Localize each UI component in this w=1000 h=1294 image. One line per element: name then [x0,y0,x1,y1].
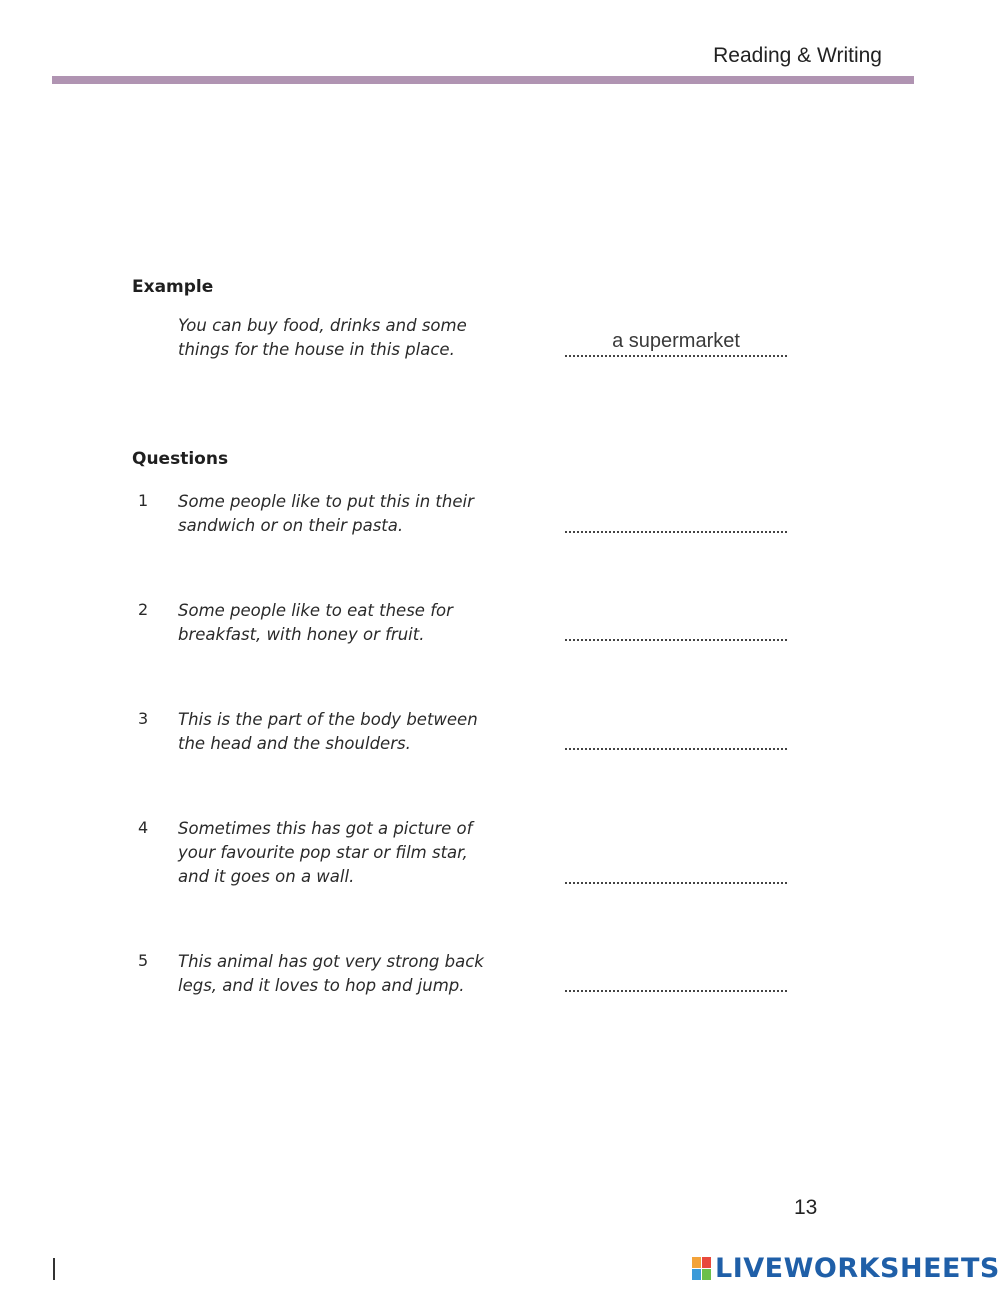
answer-field-4[interactable] [565,882,787,884]
logo-square [692,1269,701,1280]
example-heading: Example [132,277,214,297]
question-text [178,817,518,889]
question-line: sandwich or on their pasta. [178,516,404,535]
liveworksheets-watermark [692,1253,1000,1284]
worksheet-page [52,0,914,1294]
example-question [178,314,518,362]
margin-mark [53,1258,55,1280]
example-answer: a supermarket [612,330,740,352]
question-line: Sometimes this has got a picture of [178,819,473,838]
question-text [178,599,518,647]
question-line: This is the part of the body between [178,710,478,729]
question-number: 1 [138,491,149,510]
question-line: This animal has got very strong back [178,952,484,971]
section-title: Reading & Writing [713,44,882,67]
questions-heading: Questions [132,449,229,469]
question-line: your favourite pop star or film star, [178,843,468,862]
question-text [178,950,518,998]
answer-field-3[interactable] [565,748,787,750]
question-line: Some people like to eat these for [178,601,453,620]
question-line: and it goes on a wall. [178,867,355,886]
example-answer-line [565,355,787,357]
answer-field-5[interactable] [565,990,787,992]
question-line: legs, and it loves to hop and jump. [178,976,465,995]
example-question-line: You can buy food, drinks and some [178,316,467,335]
question-line: breakfast, with honey or fruit. [178,625,425,644]
example-question-line: things for the house in this place. [178,340,455,359]
question-text [178,490,518,538]
answer-field-1[interactable] [565,531,787,533]
question-number: 3 [138,709,149,728]
watermark-text: LIVEWORKSHEETS [715,1253,1000,1284]
logo-square [702,1257,711,1268]
show-through-texture [410,110,421,150]
question-number: 5 [138,951,149,970]
question-number: 4 [138,818,149,837]
logo-square [692,1257,701,1268]
logo-square [702,1269,711,1280]
question-number: 2 [138,600,149,619]
header-rule [52,76,914,84]
answer-field-2[interactable] [565,639,787,641]
question-line: the head and the shoulders. [178,734,411,753]
question-line: Some people like to put this in their [178,492,474,511]
page-number: 13 [794,1196,818,1219]
liveworksheets-logo-icon [692,1257,711,1280]
question-text [178,708,518,756]
